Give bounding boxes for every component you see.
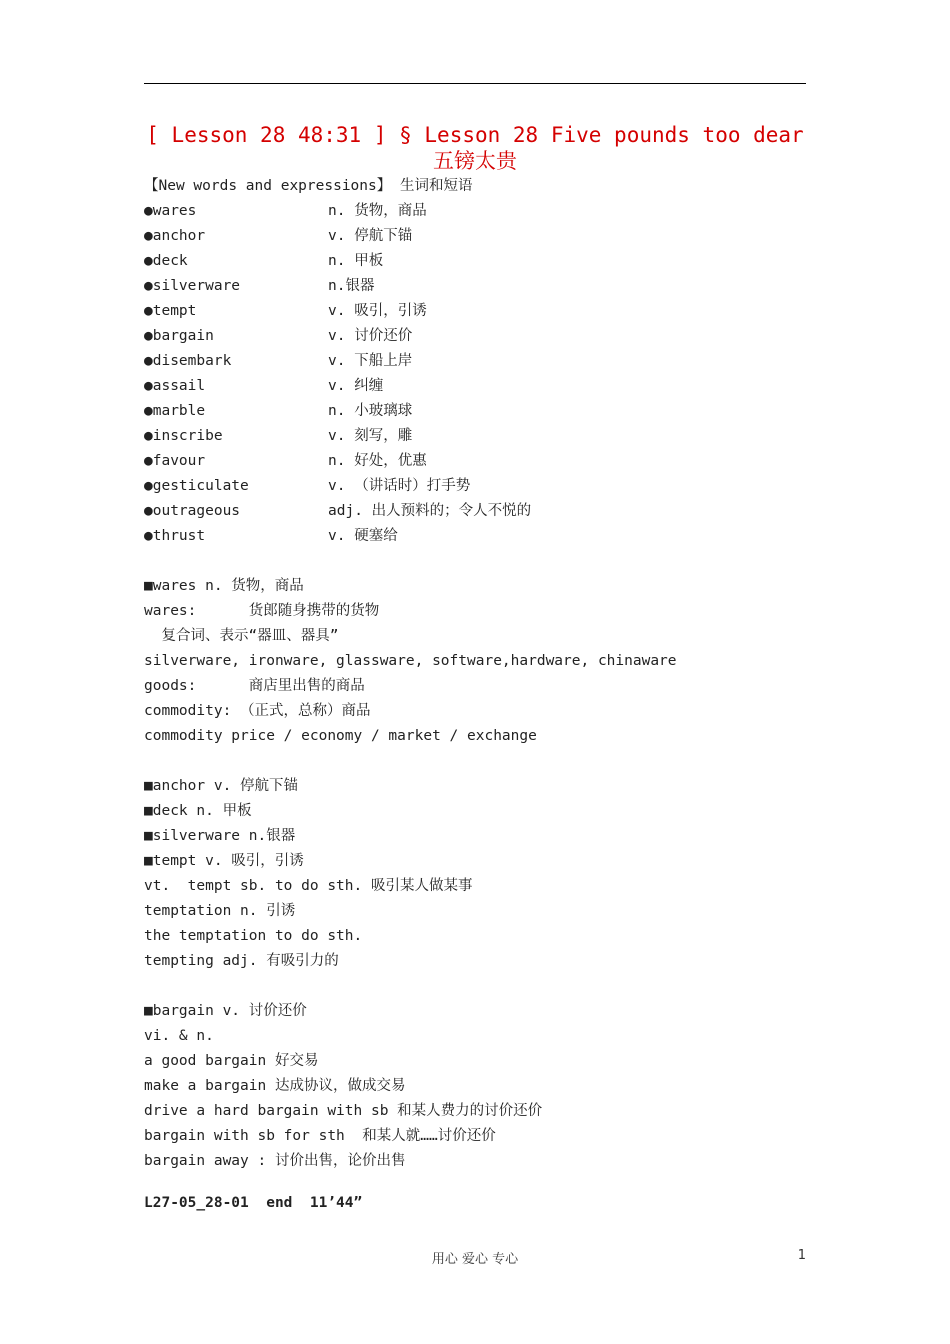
vocab-word: ●assail xyxy=(144,378,206,394)
note-line: the temptation to do sth. xyxy=(144,928,363,944)
vocab-item xyxy=(144,524,806,549)
vocab-item xyxy=(144,299,806,324)
vocab-word: ●inscribe xyxy=(144,428,223,444)
notes-tempt xyxy=(144,774,806,974)
note-line: commodity price / economy / market / exchange xyxy=(144,728,537,744)
vocab-item xyxy=(144,449,806,474)
vocab-word: ●deck xyxy=(144,253,188,269)
vocab-word: ●anchor xyxy=(144,228,206,244)
note-line: vt. tempt sb. to do sth. 吸引某人做某事 xyxy=(144,878,473,894)
notes-wares xyxy=(144,574,806,749)
note-line: temptation n. 引诱 xyxy=(144,903,296,919)
vocab-word: ●disembark xyxy=(144,353,232,369)
vocab-item xyxy=(144,349,806,374)
vocab-item xyxy=(144,274,806,299)
note-line: drive a hard bargain with sb 和某人费力的讨价还价 xyxy=(144,1103,543,1119)
audio-timestamp-code: L27-05_28-01 end 11’44” xyxy=(144,1195,363,1211)
vocab-definition: n. 甲板 xyxy=(328,253,384,269)
vocab-definition: n. 好处，优惠 xyxy=(328,453,427,469)
vocab-definition: n. 小玻璃球 xyxy=(328,403,413,419)
note-line: ■bargain v. 讨价还价 xyxy=(144,1003,307,1019)
note-line: 复合词、表示“器皿、器具” xyxy=(144,628,339,644)
spacer xyxy=(144,749,806,774)
vocab-definition: v. 吸引，引诱 xyxy=(328,303,427,319)
note-line: silverware, ironware, glassware, software,hardware, chinaware xyxy=(144,653,677,669)
note-line: ■tempt v. 吸引，引诱 xyxy=(144,853,304,869)
vocab-item xyxy=(144,499,806,524)
vocab-word: ●wares xyxy=(144,203,197,219)
notes-bargain xyxy=(144,999,806,1174)
note-line: make a bargain 达成协议，做成交易 xyxy=(144,1078,406,1094)
note-line: a good bargain 好交易 xyxy=(144,1053,319,1069)
vocab-definition: n. 货物，商品 xyxy=(328,203,427,219)
vocab-list xyxy=(144,199,806,549)
vocab-word: ●bargain xyxy=(144,328,214,344)
note-line: bargain with sb for sth 和某人就……讨价还价 xyxy=(144,1128,496,1144)
note-line: commodity: （正式，总称）商品 xyxy=(144,703,371,719)
vocab-item xyxy=(144,399,806,424)
vocab-definition: v. 纠缠 xyxy=(328,378,384,394)
vocab-word: ●favour xyxy=(144,453,206,469)
section-header: 【New words and expressions】 生词和短语 xyxy=(144,178,473,194)
vocab-word: ●marble xyxy=(144,403,206,419)
document-body xyxy=(144,174,806,1174)
vocab-word: ●silverware xyxy=(144,278,241,294)
vocab-item xyxy=(144,474,806,499)
footer-motto: 用心 爱心 专心 xyxy=(431,1252,519,1267)
note-line: tempting adj. 有吸引力的 xyxy=(144,953,339,969)
note-line: bargain away : 讨价出售，论价出售 xyxy=(144,1153,406,1169)
lesson-title: [ Lesson 28 48:31 ] § Lesson 28 Five pounds too dear 五镑太贵 xyxy=(146,123,804,173)
note-line: ■anchor v. 停航下锚 xyxy=(144,778,299,794)
vocab-item xyxy=(144,199,806,224)
note-line: vi. & n. xyxy=(144,1028,214,1044)
vocab-definition: v. （讲话时）打手势 xyxy=(328,478,471,494)
vocab-word: ●gesticulate xyxy=(144,478,249,494)
vocab-word: ●thrust xyxy=(144,528,206,544)
note-line: wares: 货郎随身携带的货物 xyxy=(144,603,380,619)
vocab-definition: v. 下船上岸 xyxy=(328,353,413,369)
header-rule xyxy=(144,83,806,84)
vocab-definition: v. 停航下锚 xyxy=(328,228,413,244)
spacer xyxy=(144,549,806,574)
vocab-definition: v. 讨价还价 xyxy=(328,328,413,344)
note-line: ■wares n. 货物，商品 xyxy=(144,578,304,594)
vocab-definition: adj. 出人预料的；令人不悦的 xyxy=(328,503,532,519)
vocab-word: ●outrageous xyxy=(144,503,241,519)
vocab-item xyxy=(144,324,806,349)
note-line: ■silverware n.银器 xyxy=(144,828,296,844)
vocab-item xyxy=(144,249,806,274)
note-line: goods: 商店里出售的商品 xyxy=(144,678,365,694)
vocab-item xyxy=(144,374,806,399)
vocab-definition: v. 硬塞给 xyxy=(328,528,398,544)
vocab-definition: v. 刻写，雕 xyxy=(328,428,413,444)
spacer xyxy=(144,974,806,999)
vocab-item xyxy=(144,224,806,249)
vocab-definition: n.银器 xyxy=(328,278,375,294)
note-line: ■deck n. 甲板 xyxy=(144,803,252,819)
page-number: 1 xyxy=(797,1248,806,1263)
vocab-item xyxy=(144,424,806,449)
vocab-word: ●tempt xyxy=(144,303,197,319)
